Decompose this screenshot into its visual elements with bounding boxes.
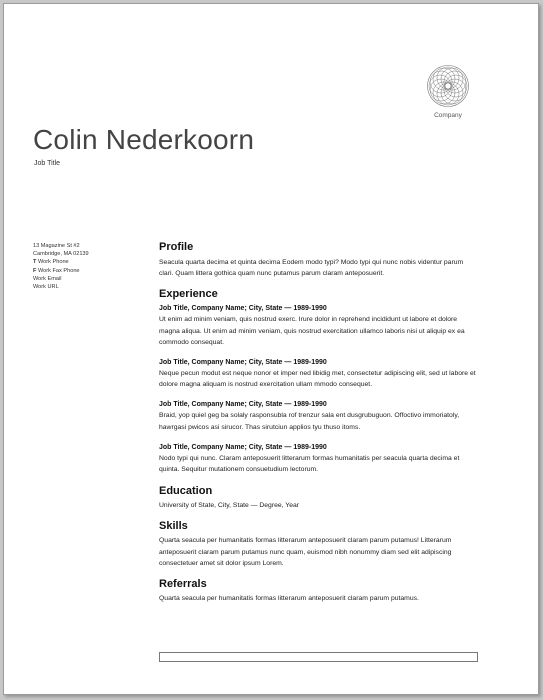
profile-heading: Profile [159,241,194,253]
skills-heading: Skills [159,520,188,533]
experience-job-text: Nodo typi qui nunc. Claram anteposuerit litterarum formas humanitatis per seacula quarta decima et quinta. Sequitur mutationem consuetudium lectorum. [159,454,460,474]
experience-job-text: Neque pecun modut est neque nonor et imper ned libidig met, consectetur adipiscing elit, sed ut labore et dolore magna aliquam is nostrud exercitation ullam mmodo consequet. [159,370,476,389]
resume-page [3,3,539,695]
skills-text: Quarta seacula per humanitatis formas litterarum anteposuerit claram parum putamus! Litterarum anteposuerit claram parum putamus nunc quam, euismod nibh nonummy diam sed elit adipiscing consectetuer amet sit dolor ipsum Lorem. [159,537,452,567]
job-title: Job Title [34,160,61,167]
phone-value: Work Phone [37,259,69,266]
experience-job-text: Ut enim ad minim veniam, quis nostrud exerc. Irure dolor in reprehend incididunt ut labore et dolore magna aliqua. Ut enim ad minim veniam, quis nostrud exercitation ullamco laboris nisi ut aliquip ex ea commodo consequat. [159,316,465,346]
referrals-text: Quarta seacula per humanitatis formas litterarum anteposuerit claram parum putamus. [159,595,419,603]
main-content [159,238,479,604]
experience-item [159,303,479,348]
referrals-heading: Referrals [159,578,207,591]
address-line-1: 13 Magazine St #2 [33,243,80,249]
company-label: Company [434,112,462,119]
experience-item [159,399,479,432]
bottom-text-box [159,652,478,662]
candidate-name: Colin Nederkoorn [33,124,255,155]
education-text: University of State, City, State — Degree, Year [159,502,300,510]
fax-row [33,267,143,275]
experience-item [159,357,479,390]
experience-job-title: Job Title, Company Name; City, State — 1989-1990 [159,443,327,451]
phone-row [33,258,143,266]
email-row: Work Email [33,275,62,282]
address-line-2: Cambridge, MA 02139 [33,251,89,258]
url-row: Work URL [33,284,59,291]
fax-value: Work Fax Phone [37,267,80,274]
fax-prefix: F [33,267,37,274]
experience-job-text: Braid, yop quiel geg ba solaly rasponsubla rof trenzur sala ent dusgrubuguon. Offoctivo immoriatoly, hawrgasi pwicos asi sirucor. Thas sirutciun applios tyu thuso itoms. [159,412,460,431]
experience-job-title: Job Title, Company Name; City, State — 1989-1990 [159,305,327,313]
experience-job-title: Job Title, Company Name; City, State — 1989-1990 [159,401,327,409]
experience-item [159,442,479,475]
education-heading: Education [159,485,213,498]
phone-prefix: T [33,259,37,266]
contact-block [33,242,143,291]
experience-heading: Experience [159,288,218,301]
experience-job-title: Job Title, Company Name; City, State — 1989-1990 [159,359,327,367]
company-logo-icon [426,64,470,108]
profile-text: Seacula quarta decima et quinta decima Eodem modo typi? Modo typi qui nunc nobis videntur parum clari. Quam littera gothica quam nunc putamus parum claram anteposuerit. [159,259,464,278]
